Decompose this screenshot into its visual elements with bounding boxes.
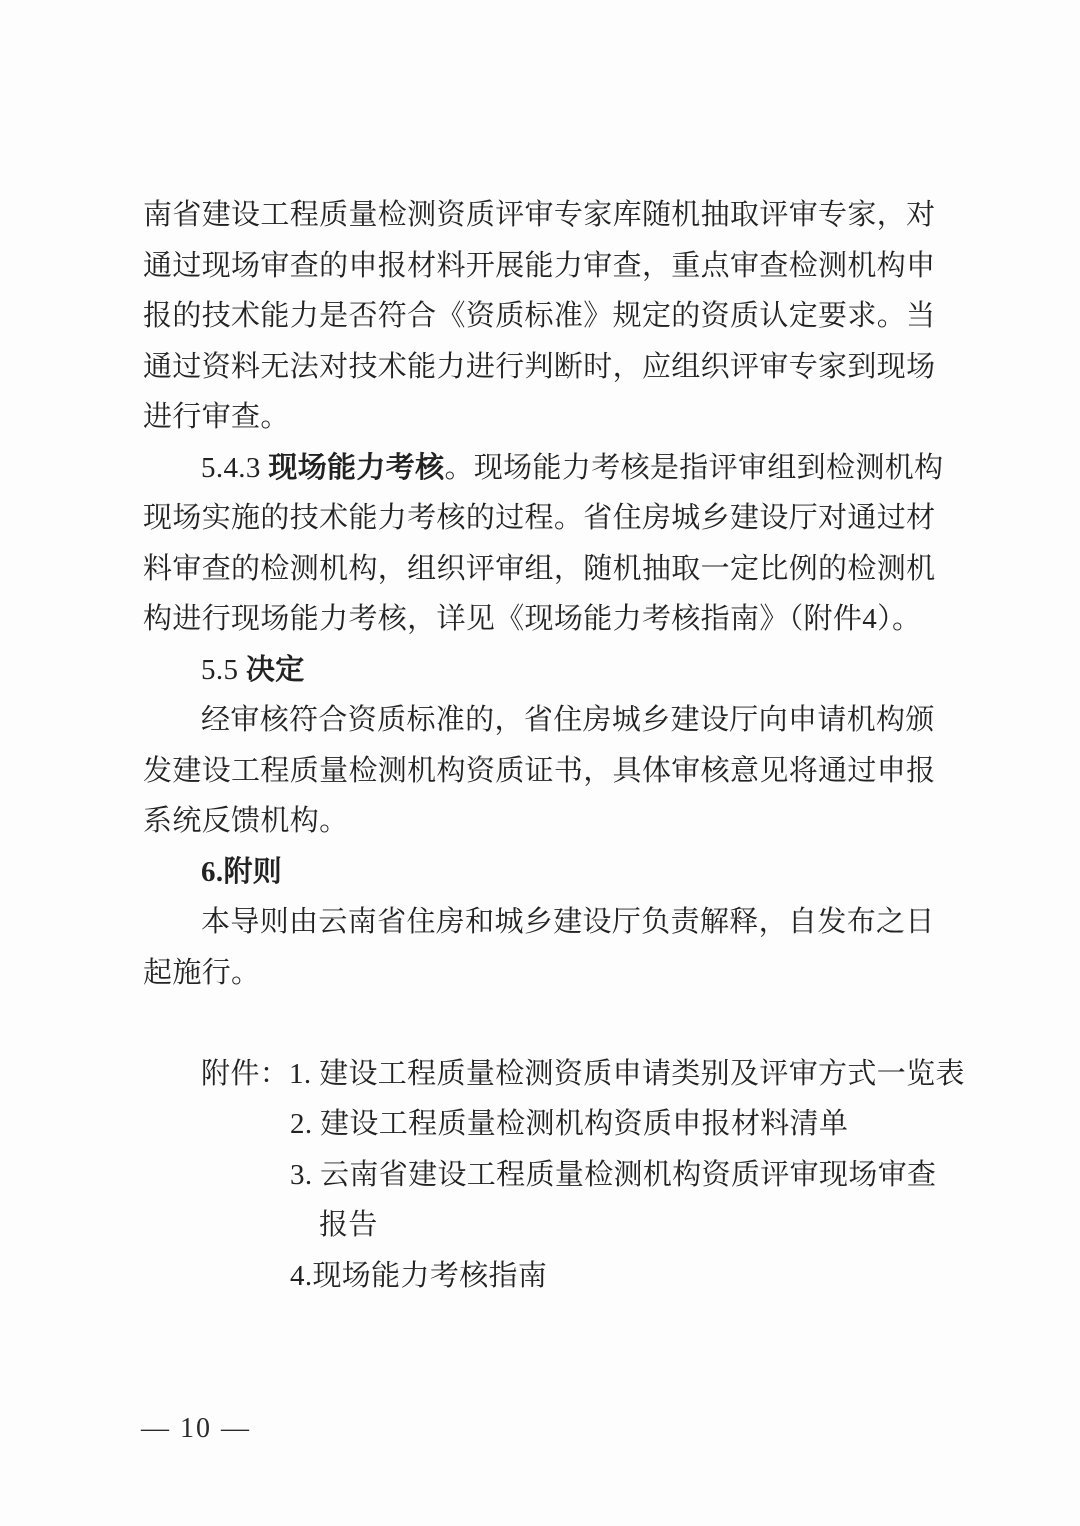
text-line xyxy=(143,594,943,645)
text-line xyxy=(143,493,943,544)
text-line xyxy=(143,544,943,595)
blank-line xyxy=(143,998,943,1049)
body-text: 料审查的检测机构，组织评审组，随机抽取一定比例的检测机 xyxy=(143,552,936,585)
document-body xyxy=(143,190,965,1301)
text-line xyxy=(143,392,943,443)
text-line xyxy=(143,190,943,241)
body-text: 2. 建设工程质量检测机构资质申报材料清单 xyxy=(290,1108,849,1140)
text-line xyxy=(143,746,943,797)
text-line xyxy=(143,1200,943,1251)
body-text: 现场实施的技术能力考核的过程。省住房城乡建设厅对通过材 xyxy=(143,502,936,534)
body-text: 报告 xyxy=(319,1209,378,1241)
text-line xyxy=(143,897,943,948)
body-text: 附件：1. 建设工程质量检测资质申请类别及评审方式一览表 xyxy=(201,1057,965,1090)
body-text: 报的技术能力是否符合《资质标准》规定的资质认定要求。当 xyxy=(143,300,936,332)
body-text: 进行审查。 xyxy=(143,401,290,433)
text-line xyxy=(143,1049,965,1100)
page-number: — 10 — xyxy=(141,1413,251,1444)
body-text: 5.5 xyxy=(201,653,246,686)
body-text: 通过现场审查的申报材料开展能力审查，重点审查检测机构申 xyxy=(143,249,936,282)
text-line xyxy=(143,1251,943,1302)
text-line xyxy=(143,1150,943,1201)
text-line xyxy=(143,796,943,847)
text-line xyxy=(143,645,943,696)
heading-text: 现场能力考核 xyxy=(268,451,445,484)
body-text: 发建设工程质量检测机构资质证书，具体审核意见将通过申报 xyxy=(143,754,936,787)
body-text: 构进行现场能力考核，详见《现场能力考核指南》（附件4）。 xyxy=(143,603,922,635)
text-line xyxy=(143,695,943,746)
body-text: 系统反馈机构。 xyxy=(143,805,349,837)
body-text: 通过资料无法对技术能力进行判断时，应组织评审专家到现场 xyxy=(143,350,936,383)
body-text: 南省建设工程质量检测资质评审专家库随机抽取评审专家，对 xyxy=(143,199,936,231)
body-text: 经审核符合资质标准的，省住房城乡建设厅向申请机构颁 xyxy=(201,704,935,736)
body-text: 。现场能力考核是指评审组到检测机构 xyxy=(444,451,944,484)
text-line xyxy=(143,948,943,999)
heading-text: 6. xyxy=(201,855,224,888)
text-line xyxy=(143,847,943,898)
heading-text: 决定 xyxy=(245,653,305,686)
text-line xyxy=(143,291,943,342)
body-text: 5.4.3 xyxy=(201,451,269,484)
text-line xyxy=(143,342,943,393)
body-text: 本导则由云南省住房和城乡建设厅负责解释，自发布之日 xyxy=(201,906,935,938)
body-text: 4.现场能力考核指南 xyxy=(290,1259,548,1292)
text-line xyxy=(143,443,943,494)
body-text: 起施行。 xyxy=(143,956,261,989)
heading-text: 附则 xyxy=(223,855,283,888)
text-line xyxy=(143,241,943,292)
body-text: 3. 云南省建设工程质量检测机构资质评审现场审查 xyxy=(290,1158,937,1191)
text-line xyxy=(143,1099,943,1150)
